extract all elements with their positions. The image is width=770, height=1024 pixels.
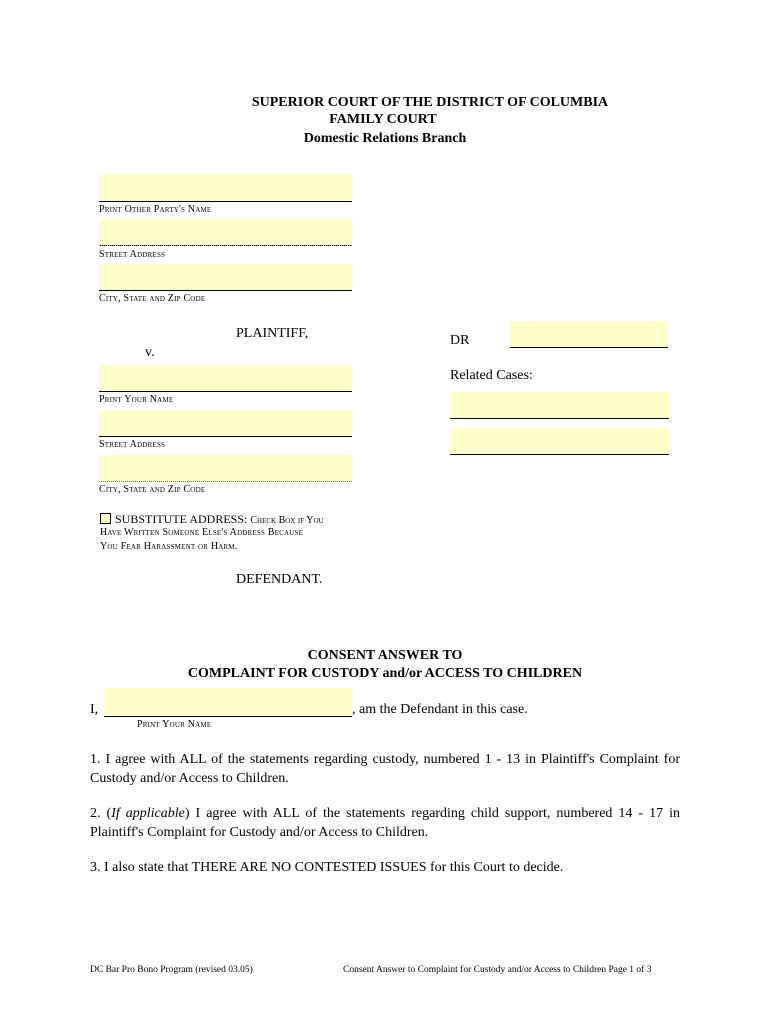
defendant-role: DEFENDANT. [236,572,323,587]
court-branch: Domestic Relations Branch [303,131,467,146]
paragraph-2-text: ) I agree with ALL of the statements regarding child support, numbered 14 - 17 in Plaintiff's Complaint for Custody and/or Access to Children. [90,806,681,840]
statement-prefix: I, [90,702,99,717]
defendant-street-label: Street Address [99,439,166,450]
paragraph-2-italic: If applicable [111,806,185,821]
substitute-address-checkbox[interactable] [100,513,111,524]
plaintiff-role: PLAINTIFF, [236,326,309,341]
plaintiff-street-field[interactable] [99,219,352,246]
plaintiff-name-label: Print Other Party's Name [99,204,212,215]
paragraph-2 [90,804,680,842]
court-name: SUPERIOR COURT OF THE DISTRICT OF COLUMBIA [251,95,609,110]
defendant-name-label: Print Your Name [99,394,174,405]
document-title-line1: CONSENT ANSWER TO [307,648,463,663]
defendant-name-field[interactable] [99,365,352,392]
related-case-field-2[interactable] [450,428,669,455]
plaintiff-name-field[interactable] [99,174,352,202]
substitute-address-option [100,512,324,527]
dr-label: DR [450,333,470,348]
divider [99,245,352,246]
defendant-street-field[interactable] [99,410,352,437]
court-division: FAMILY COURT [329,112,437,127]
substitute-address-heading: SUBSTITUTE ADDRESS: [115,512,248,526]
substitute-note-line2: Have Written Someone Else's Address Because [100,527,304,538]
paragraph-1: 1. I agree with ALL of the statements regarding custody, numbered 1 - 13 in Plaintiff's Complaint for Custody and/or Access to Children. [90,752,680,786]
versus: v. [145,345,155,360]
related-cases-label: Related Cases: [450,368,533,383]
paragraph-3: 3. I also state that THERE ARE NO CONTESTED ISSUES for this Court to decide. [90,860,564,875]
defendant-city-label: City, State and Zip Code [99,484,206,495]
paragraph-2-number: 2. ( [90,806,112,821]
plaintiff-city-label: City, State and Zip Code [99,293,206,304]
related-case-field-1[interactable] [450,392,669,419]
statement-suffix: , am the Defendant in this case. [352,702,528,717]
plaintiff-city-field[interactable] [99,264,352,291]
statement-name-field[interactable] [104,688,352,717]
statement-name-label: Print Your Name [137,719,212,730]
document-title-line2: COMPLAINT FOR CUSTODY and/or ACCESS TO CHILDREN [187,666,583,681]
plaintiff-street-label: Street Address [99,249,166,260]
substitute-note-line1: Check Box if You [250,515,324,526]
defendant-city-field[interactable] [99,455,352,482]
substitute-note-line3: You Fear Harassment or Harm. [100,541,238,552]
dr-number-field[interactable] [510,321,668,348]
footer-left: DC Bar Pro Bono Program (revised 03.05) [90,965,253,975]
footer-right: Consent Answer to Complaint for Custody and/or Access to Children Page 1 of 3 [343,965,652,975]
